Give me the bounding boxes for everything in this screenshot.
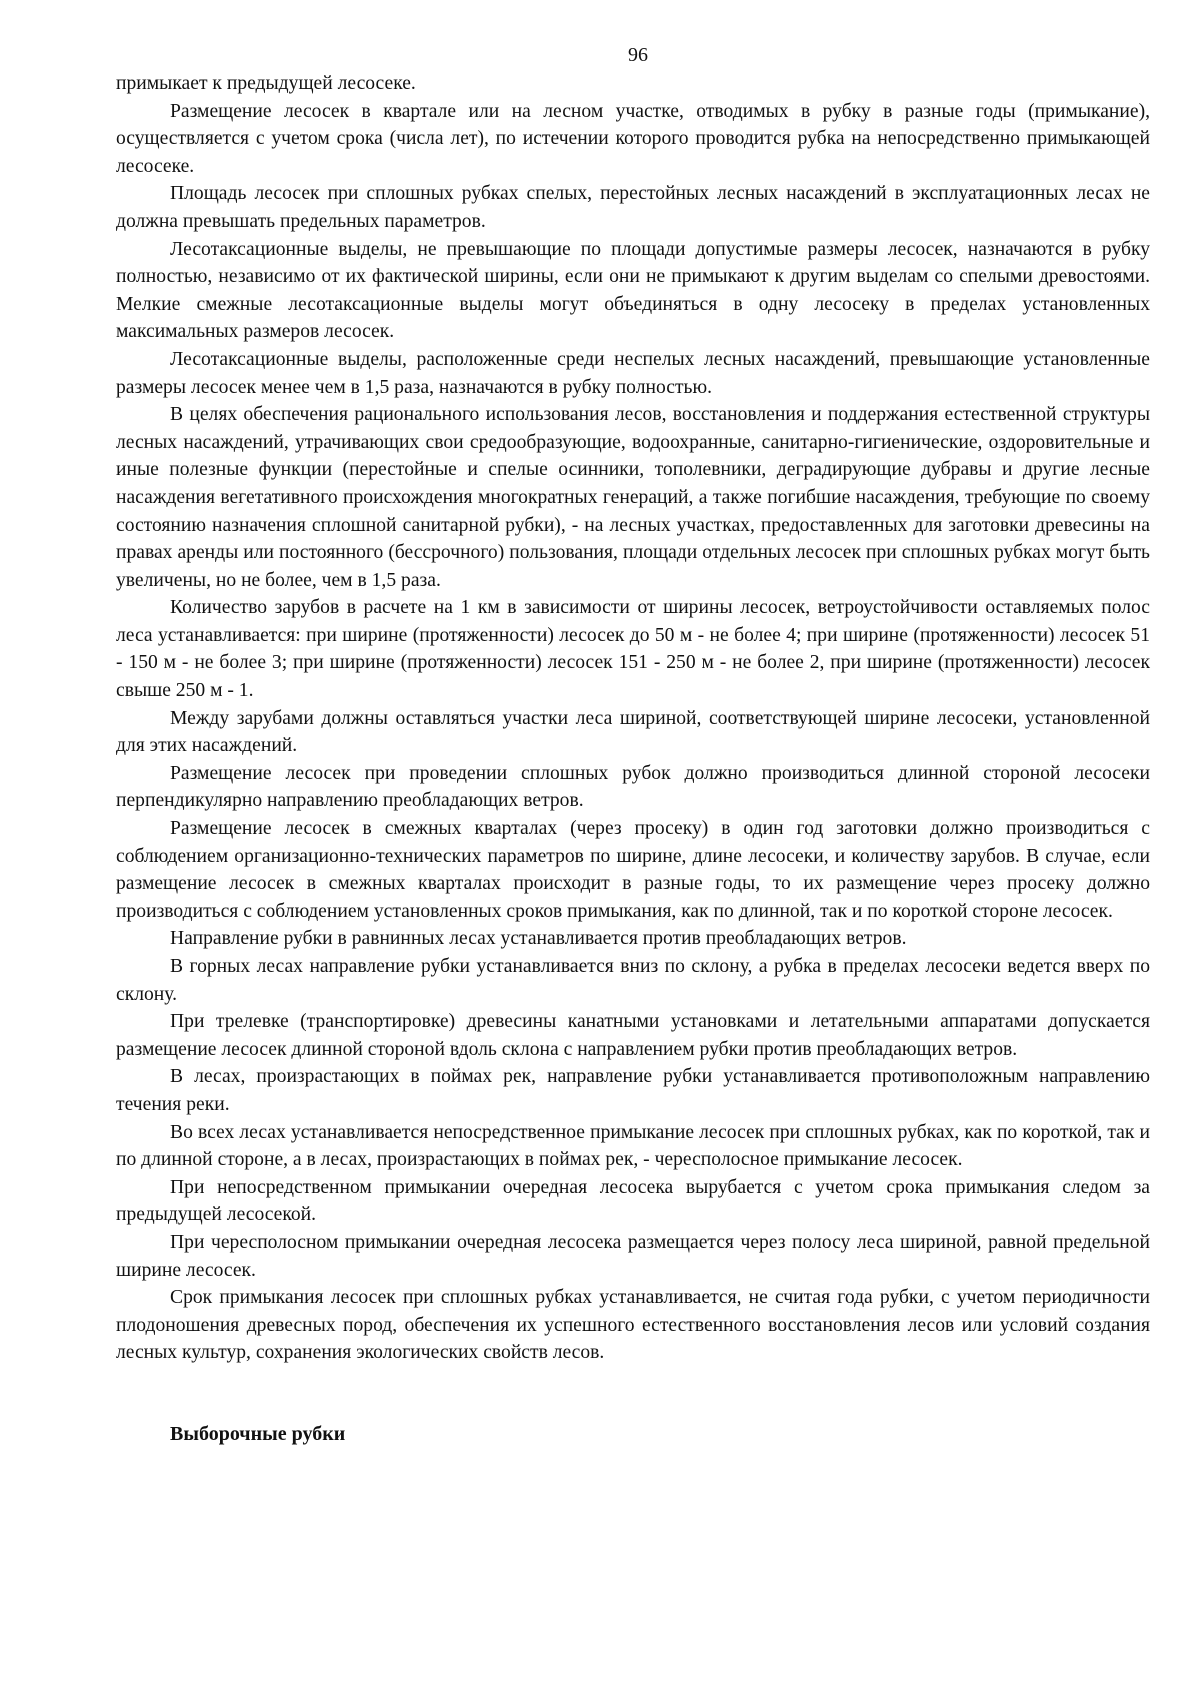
paragraph: Во всех лесах устанавливается непосредственное примыкание лесосек при сплошных рубках, как по короткой, так и по длинной стороне, а в лесах, произрастающих в поймах рек, - чересполосное примыкание лесосек. bbox=[116, 1121, 1150, 1171]
page-number: 96 bbox=[628, 44, 648, 66]
paragraph: Размещение лесосек при проведении сплошных рубок должно производиться длинной стороной лесосеки перпендикулярно направлению преобладающих ветров. bbox=[116, 762, 1150, 812]
paragraph: Площадь лесосек при сплошных рубках спелых, перестойных лесных насаждений в эксплуатационных лесах не должна превышать предельных параметров. bbox=[116, 183, 1150, 232]
paragraph: Размещение лесосек в смежных кварталах (через просеку) в один год заготовки должно производиться с соблюдением организационно-технических параметров по ширине, длине лесосеки, и количеству зарубов. В случае, если размещение лесосек в смежных кварталах происходит в разные годы, то их размещение через просеку должно производиться с соблюдением установленных сроков примыкания, как по длинной, так и по короткой стороне лесосек. bbox=[116, 818, 1150, 922]
paragraph: В целях обеспечения рационального использования лесов, восстановления и поддержания естественной структуры лесных насаждений, утрачивающих свои средообразующие, водоохранные, санитарно-гигиенические, оздоровительные и иные полезные функции (перестойные и спелые осинники, тополевники, деградирующие дубравы и другие лесные насаждения вегетативного происхождения многократных генераций, а также погибшие насаждения, требующие по своему состоянию назначения сплошной санитарной рубки), - на лесных участках, предоставленных для заготовки древесины на правах аренды или постоянного (бессрочного) пользования, площади отдельных лесосек при сплошных рубках могут быть увеличены, но не более, чем в 1,5 раза. bbox=[116, 404, 1150, 591]
paragraph: Количество зарубов в расчете на 1 км в зависимости от ширины лесосек, ветроустойчивости оставляемых полос леса устанавливается: при ширине (протяженности) лесосек до 50 м - не более 4; при ширине (протяженности) лесосек 51 - 150 м - не более 3; при ширине (протяженности) лесосек 151 - 250 м - не более 2, при ширине (протяженности) лесосек свыше 250 м - 1. bbox=[116, 597, 1150, 702]
paragraph: Лесотаксационные выделы, расположенные среди неспелых лесных насаждений, превышающие установленные размеры лесосек менее чем в 1,5 раза, назначаются в рубку полностью. bbox=[116, 348, 1150, 398]
paragraph: Размещение лесосек в квартале или на лесном участке, отводимых в рубку в разные годы (примыкание), осуществляется с учетом срока (числа лет), по истечении которого проводится рубка на непосредственно примыкающей лесосеке. bbox=[116, 100, 1150, 177]
body-text bbox=[116, 70, 1150, 1367]
paragraph: При чересполосном примыкании очередная лесосека размещается через полосу леса шириной, равной предельной ширине лесосек. bbox=[116, 1231, 1150, 1281]
section-heading: Выборочные рубки bbox=[170, 1422, 346, 1445]
paragraph: Направление рубки в равнинных лесах устанавливается против преобладающих ветров. bbox=[170, 928, 907, 950]
paragraph: Лесотаксационные выделы, не превышающие по площади допустимые размеры лесосек, назначаются в рубку полностью, независимо от их фактической ширины, если они не примыкают к другим выделам со спелыми древостоями. Мелкие смежные лесотаксационные выделы могут объединяться в одну лесосеку в пределах установленных максимальных размеров лесосек. bbox=[116, 238, 1150, 343]
paragraph: При трелевке (транспортировке) древесины канатными установками и летательными аппаратами допускается размещение лесосек длинной стороной вдоль склона с направлением рубки против преобладающих ветров. bbox=[116, 1011, 1150, 1060]
paragraph: Между зарубами должны оставляться участки леса шириной, соответствующей ширине лесосеки, установленной для этих насаждений. bbox=[116, 707, 1150, 757]
paragraph: В горных лесах направление рубки устанавливается вниз по склону, а рубка в пределах лесосеки ведется вверх по склону. bbox=[116, 956, 1150, 1005]
paragraph-continuation: примыкает к предыдущей лесосеке. bbox=[116, 73, 416, 94]
paragraph: Срок примыкания лесосек при сплошных рубках устанавливается, не считая года рубки, с учетом периодичности плодоношения древесных пород, обеспечения их успешного естественного восстановления лесов или условий создания лесных культур, сохранения экологических свойств лесов. bbox=[116, 1287, 1150, 1364]
paragraph: При непосредственном примыкании очередная лесосека вырубается с учетом срока примыкания следом за предыдущей лесосекой. bbox=[116, 1176, 1150, 1226]
paragraph: В лесах, произрастающих в поймах рек, направление рубки устанавливается противоположным направлению течения реки. bbox=[116, 1066, 1150, 1115]
